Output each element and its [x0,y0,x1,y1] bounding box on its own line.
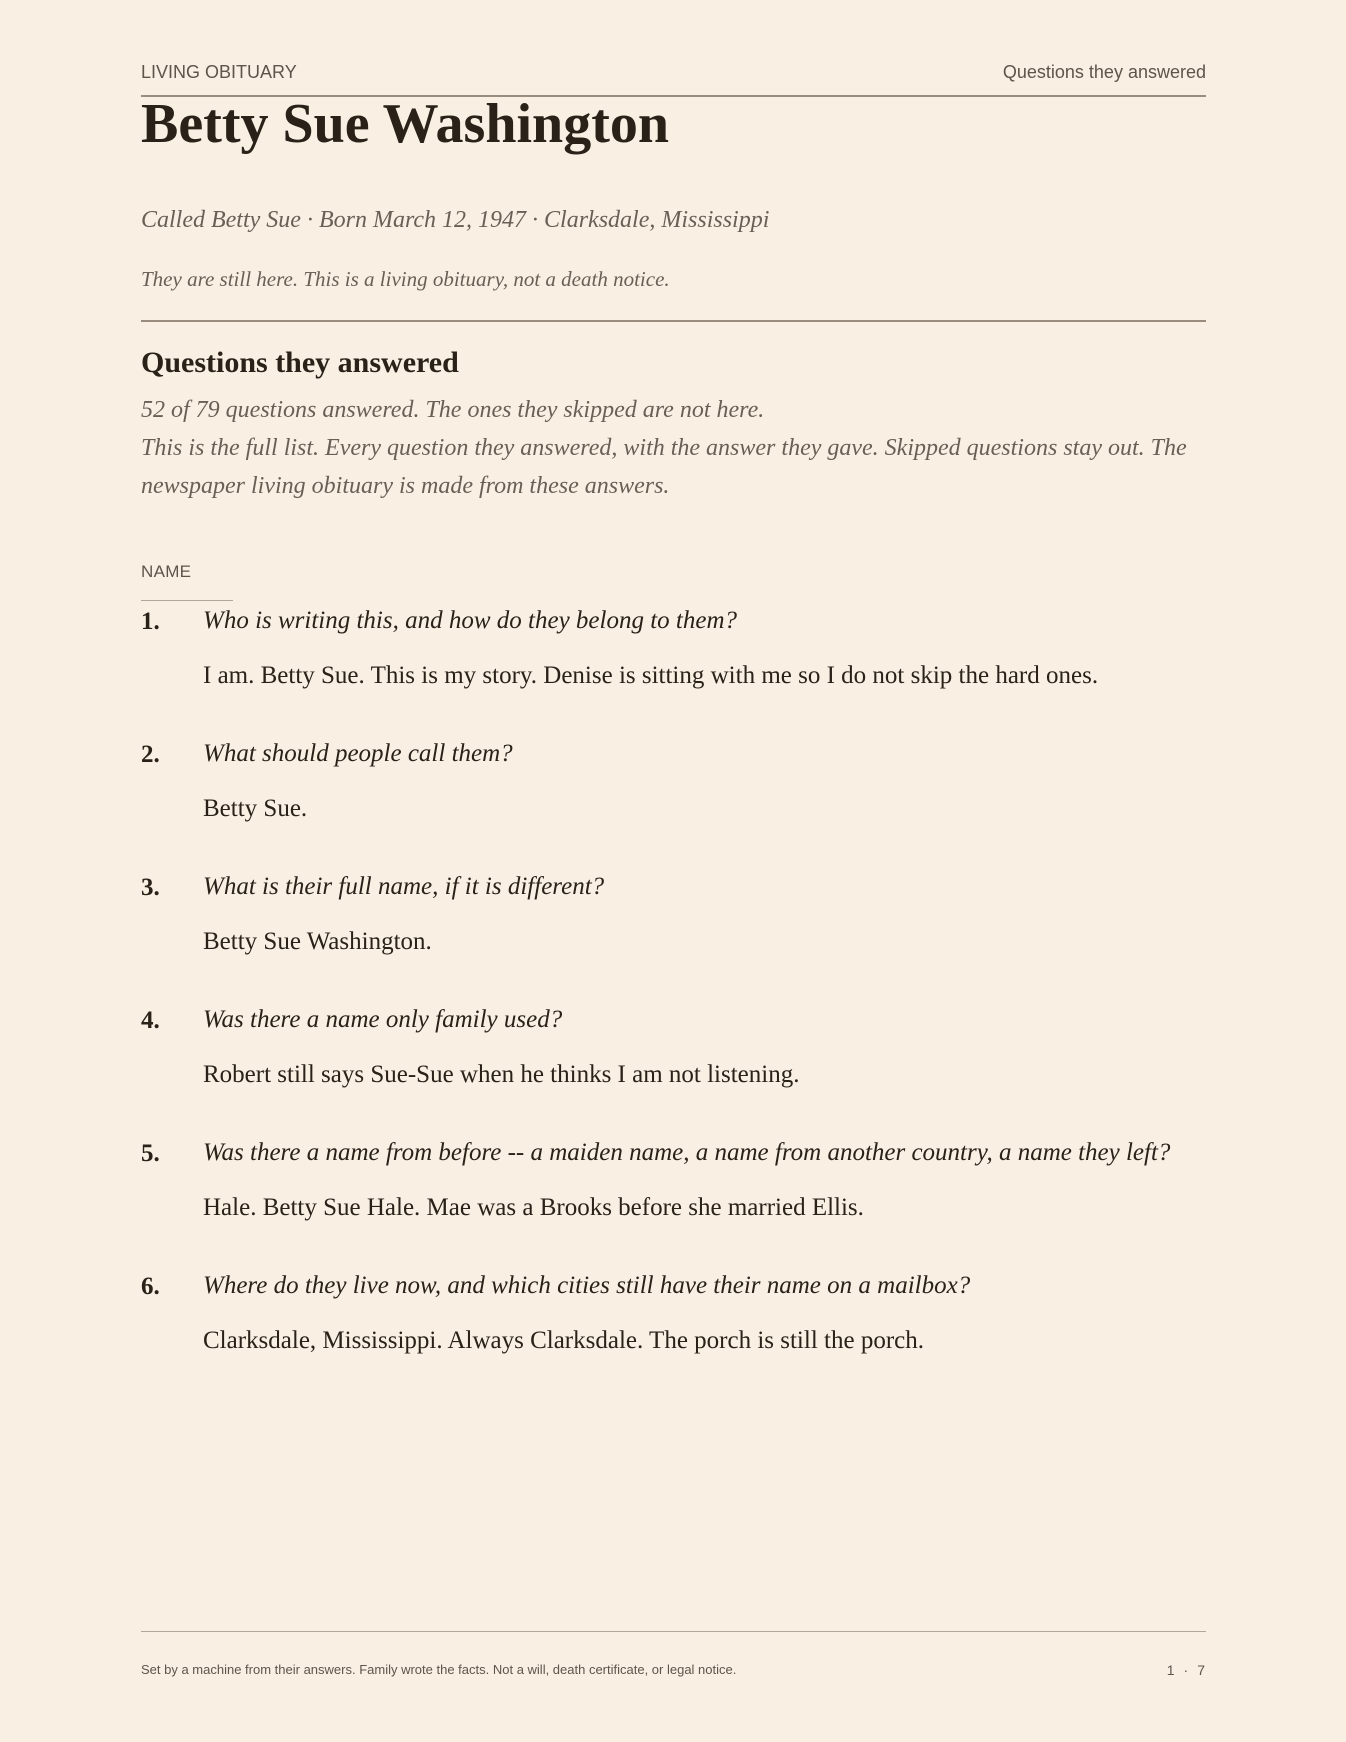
question-number: 6. [141,1273,160,1300]
question-number: 1. [141,608,160,635]
answer-text: Betty Sue. [203,795,308,822]
answer-text: Betty Sue Washington. [203,928,432,955]
question-item [141,998,1206,1093]
page-total: 7 [1197,1662,1206,1678]
living-notice: They are still here. This is a living obituary, not a death notice. [141,267,670,291]
question-text: Where do they live now, and which cities still have their name on a mailbox? [203,1272,971,1299]
person-vitals: Called Betty Sue · Born March 12, 1947 · Clarksdale, Mississippi [141,207,770,233]
question-number: 4. [141,1007,160,1034]
question-number: 2. [141,741,160,768]
question-item [141,732,1206,827]
question-number: 5. [141,1140,160,1167]
answer-text: Clarksdale, Mississippi. Always Clarksdale. The porch is still the porch. [203,1327,924,1354]
question-item [141,599,1206,694]
question-text: Was there a name from before -- a maiden name, a name from another country, a name they left? [203,1139,1171,1166]
question-item [141,865,1206,960]
question-item [141,1264,1206,1359]
answered-count-line: 52 of 79 questions answered. The ones they skipped are not here. [141,397,765,423]
kicker-label: LIVING OBITUARY [141,62,297,82]
question-text: What should people call them? [203,740,513,767]
running-head [141,62,1206,83]
page-separator: · [1183,1662,1190,1678]
section-divider [141,320,1206,322]
question-text: What is their full name, if it is different? [203,873,605,900]
page-current: 1 [1166,1662,1176,1678]
question-list [141,599,1206,1397]
answer-text: Robert still says Sue-Sue when he thinks I am not listening. [203,1061,800,1088]
section-description: This is the full list. Every question they answered, with the answer they gave. Skipped questions stay out. The newspaper living obituary is made from these answers. [141,435,1187,499]
question-item [141,1131,1206,1226]
running-title: Questions they answered [1002,62,1206,82]
answer-text: Hale. Betty Sue Hale. Mae was a Brooks before she married Ellis. [203,1194,864,1221]
question-number: 3. [141,874,160,901]
page-footer [141,1662,1206,1678]
section-intro [141,391,1206,505]
answer-text: I am. Betty Sue. This is my story. Denise is sitting with me so I do not skip the hard ones. [203,662,1099,689]
section-title: Questions they answered [141,346,459,379]
obituary-page [141,0,1206,1742]
page-number [1167,1662,1206,1678]
question-group-label: NAME [141,562,192,581]
footer-disclaimer: Set by a machine from their answers. Family wrote the facts. Not a will, death certificate, or legal notice. [141,1662,737,1677]
footer-divider [141,1631,1206,1632]
question-text: Who is writing this, and how do they belong to them? [203,607,738,634]
question-text: Was there a name only family used? [203,1006,563,1033]
person-name-title: Betty Sue Washington [141,93,669,155]
